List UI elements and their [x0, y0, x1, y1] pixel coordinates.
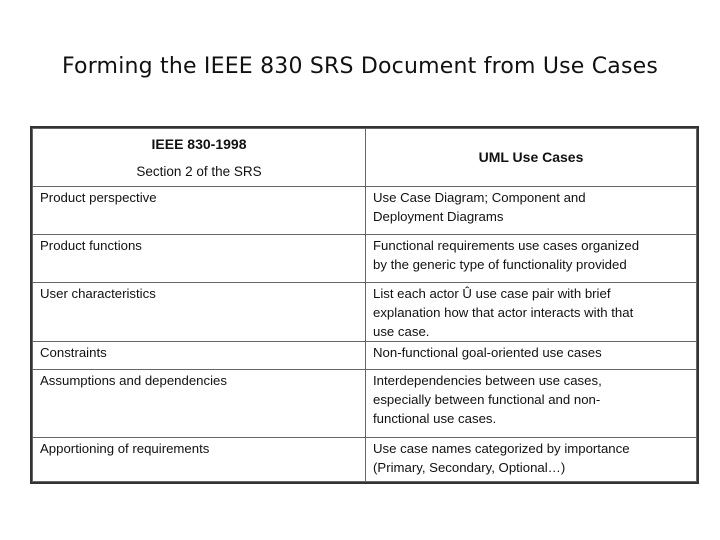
row-description	[366, 235, 697, 283]
row-label: Constraints	[33, 342, 366, 370]
row-description-line: Use Case Diagram; Component and	[373, 190, 586, 205]
row-description-line: (Primary, Secondary, Optional…)	[373, 460, 566, 475]
row-label: User characteristics	[33, 283, 366, 342]
row-label: Assumptions and dependencies	[33, 370, 366, 438]
table-row	[33, 342, 697, 370]
slide-title: Forming the IEEE 830 SRS Document from Use Cases	[61, 54, 659, 79]
header-uml	[366, 129, 697, 187]
table-row	[33, 438, 697, 482]
row-description-line: Use case names categorized by importance	[373, 441, 630, 456]
mapping-table	[32, 128, 697, 482]
row-description-line: use case.	[373, 324, 430, 339]
header-ieee-title: IEEE 830-1998	[151, 135, 247, 152]
header-ieee	[33, 129, 366, 187]
srs-mapping-table	[30, 126, 699, 484]
row-label: Product perspective	[33, 187, 366, 235]
table-row	[33, 187, 697, 235]
table-row	[33, 370, 697, 438]
row-description-line: Functional requirements use cases organized	[373, 238, 640, 253]
header-ieee-subtitle: Section 2 of the SRS	[136, 163, 262, 179]
row-description-line: explanation how that actor interacts with that	[373, 305, 634, 320]
row-description-line: Interdependencies between use cases,	[373, 373, 602, 388]
row-description	[366, 370, 697, 438]
header-uml-title: UML Use Cases	[478, 149, 584, 165]
table-row	[33, 235, 697, 283]
row-description-line: functional use cases.	[373, 411, 497, 426]
row-description	[366, 283, 697, 342]
row-description-line: List each actor Û use case pair with brief	[373, 286, 611, 301]
row-description	[366, 342, 697, 370]
row-description-line: by the generic type of functionality provided	[373, 257, 627, 272]
table-row	[33, 283, 697, 342]
table-header-row	[33, 129, 697, 187]
row-description	[366, 187, 697, 235]
row-label: Apportioning of requirements	[33, 438, 366, 482]
row-description-line: Non-functional goal-oriented use cases	[373, 345, 602, 360]
row-description	[366, 438, 697, 482]
row-label: Product functions	[33, 235, 366, 283]
row-description-line: Deployment Diagrams	[373, 209, 504, 224]
row-description-line: especially between functional and non-	[373, 392, 601, 407]
